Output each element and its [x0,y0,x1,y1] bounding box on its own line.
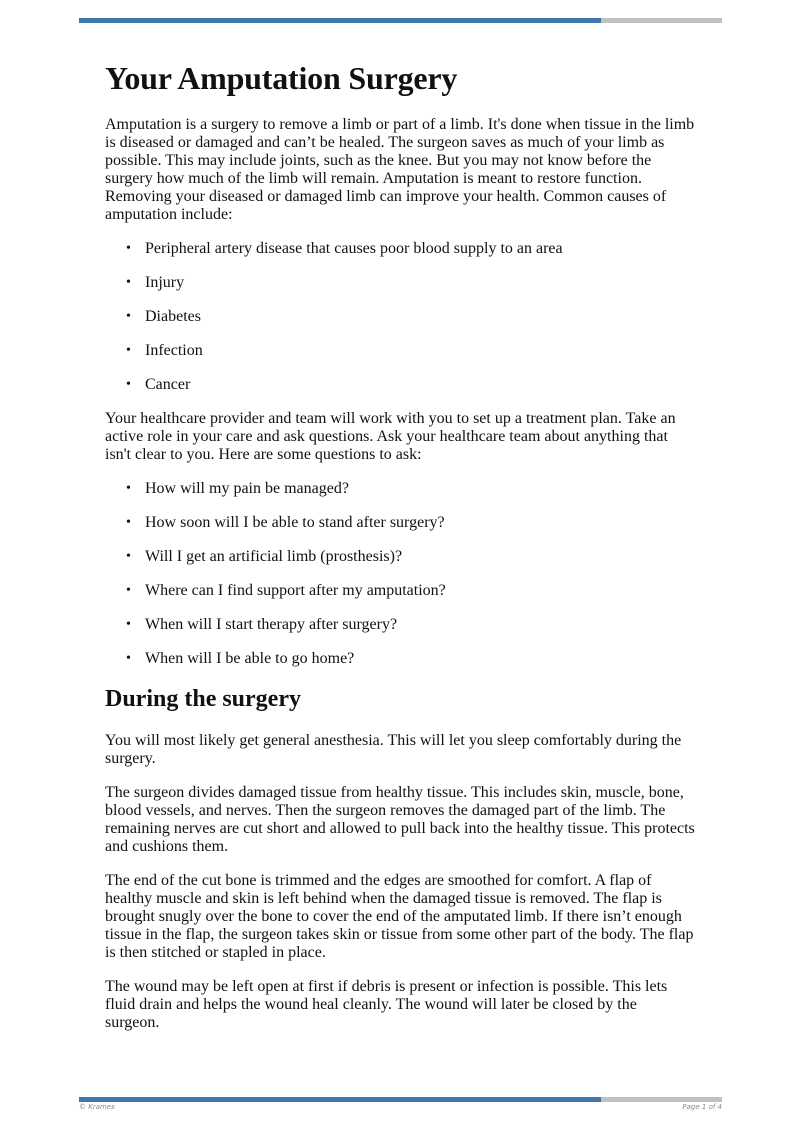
bullet-icon: • [126,241,131,256]
list-item: • When will I be able to go home? [126,650,355,667]
causes-list [105,240,695,394]
page-number: Page 1 of 4 [682,1103,722,1111]
bullet-icon: • [126,343,131,358]
progress-filled [79,18,601,23]
page-footer [79,1103,722,1111]
list-item: • How will my pain be managed? [126,480,349,497]
progress-remaining [601,1097,722,1102]
progress-filled [79,1097,601,1102]
list-item: • Diabetes [126,308,201,325]
list-item: • Infection [126,342,203,359]
team-paragraph: Your healthcare provider and team will work with you to set up a treatment plan. Take an active role in your care and ask questions. Ask your healthcare team about anything that isn't clear to you. Here are some questions to ask: [105,410,676,463]
list-item: • When will I start therapy after surgery? [126,616,398,633]
list-item: • Injury [126,274,185,291]
list-item: • Peripheral artery disease that causes poor blood supply to an area [126,240,563,257]
bullet-icon: • [126,377,131,392]
document-body [105,54,695,1048]
list-item: • How soon will I be able to stand after surgery? [126,514,445,531]
bullet-icon: • [126,651,131,666]
bullet-icon: • [126,515,131,530]
during-paragraph: The wound may be left open at first if debris is present or infection is possible. This lets fluid drain and helps the wound heal cleanly. The wound will later be closed by the surgeon. [105,978,668,1031]
during-paragraph: You will most likely get general anesthesia. This will let you sleep comfortably during the surgery. [105,732,682,767]
footer-progress-bar [79,1097,722,1102]
bullet-icon: • [126,275,131,290]
questions-list [105,480,695,668]
list-item: • Cancer [126,376,191,393]
during-paragraph: The surgeon divides damaged tissue from healthy tissue. This includes skin, muscle, bone, blood vessels, and nerves. Then the surgeon removes the damaged part of the limb. The remaining nerves are cut short and allowed to pull back into the healthy tissue. This protects and cushions them. [105,784,695,855]
bullet-icon: • [126,583,131,598]
during-paragraph: The end of the cut bone is trimmed and the edges are smoothed for comfort. A flap of healthy muscle and skin is left behind when the damaged tissue is removed. The flap is brought snugly over the bone to cover the end of the amputated limb. If there isn’t enough tissue in the flap, the surgeon takes skin or tissue from some other part of the body. The flap is then stitched or stapled in place. [105,872,694,961]
intro-paragraph: Amputation is a surgery to remove a limb or part of a limb. It's done when tissue in the limb is diseased or damaged and can’t be healed. The surgeon saves as much of your limb as possible. This may include joints, such as the knee. But you may not know before the surgery how much of the limb will remain. Amputation is meant to restore function. Removing your diseased or damaged limb can improve your health. Common causes of amputation include: [105,116,695,223]
bullet-icon: • [126,549,131,564]
bullet-icon: • [126,617,131,632]
page-title: Your Amputation Surgery [105,60,458,96]
header-progress-bar [79,18,722,23]
list-item: • Where can I find support after my amputation? [126,582,446,599]
copyright-text: © Krames [79,1103,115,1111]
list-item: • Will I get an artificial limb (prosthesis)? [126,548,403,565]
bullet-icon: • [126,481,131,496]
bullet-icon: • [126,309,131,324]
progress-remaining [601,18,722,23]
section-heading-during-surgery: During the surgery [105,686,301,712]
